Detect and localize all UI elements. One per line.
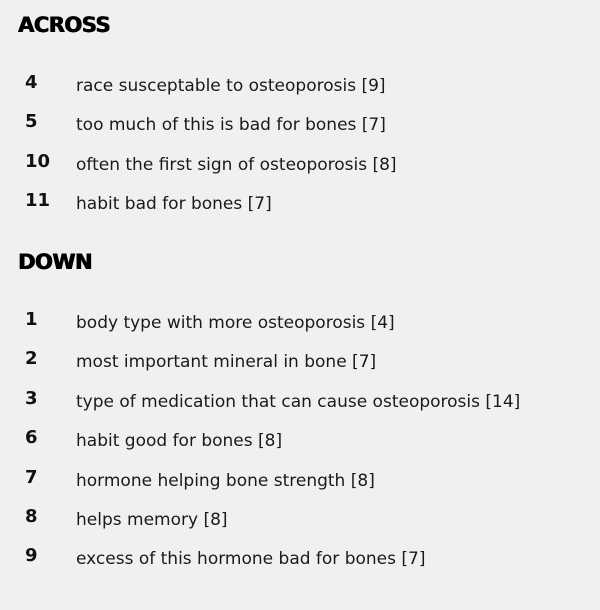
clue-text: too much of this is bad for bones [7]	[76, 115, 386, 136]
clue-down-3	[0, 388, 600, 427]
clue-down-1	[0, 309, 600, 348]
clue-down-7	[0, 467, 600, 506]
clue-number: 9	[25, 545, 38, 567]
clue-number: 8	[25, 505, 38, 527]
clue-number: 3	[25, 387, 38, 409]
clue-number: 5	[25, 111, 38, 133]
clue-number: 10	[25, 150, 51, 172]
clue-text: often the first sign of osteoporosis [8]	[76, 154, 397, 175]
clue-text: habit bad for bones [7]	[76, 194, 272, 215]
clue-text: hormone helping bone strength [8]	[76, 470, 375, 491]
clue-text: helps memory [8]	[76, 509, 228, 530]
across-clue-list	[0, 72, 600, 230]
across-heading: ACROSS	[18, 13, 110, 37]
clue-across-10	[0, 151, 600, 190]
clue-number: 7	[25, 466, 38, 488]
clue-down-2	[0, 348, 600, 387]
clue-number: 1	[25, 309, 38, 330]
clue-text: type of medication that can cause osteoporosis [14]	[76, 391, 521, 412]
clue-number: 4	[25, 72, 38, 93]
clue-down-6	[0, 427, 600, 466]
clue-text: body type with more osteoporosis [4]	[76, 313, 395, 333]
clue-across-4	[0, 72, 600, 111]
down-clue-list	[0, 309, 600, 585]
clue-text: most important mineral in bone [7]	[76, 352, 377, 373]
clue-number: 6	[25, 427, 38, 449]
clue-down-8	[0, 506, 600, 545]
clue-down-9	[0, 545, 600, 584]
clue-text: habit good for bones [8]	[76, 431, 283, 452]
clue-text: race susceptable to osteoporosis [9]	[76, 76, 386, 96]
clue-text: excess of this hormone bad for bones [7]	[76, 549, 426, 570]
clue-number: 2	[25, 348, 38, 370]
clue-across-11	[0, 190, 600, 229]
clue-number: 11	[25, 190, 51, 212]
clue-across-5	[0, 111, 600, 150]
down-heading: DOWN	[18, 250, 93, 274]
